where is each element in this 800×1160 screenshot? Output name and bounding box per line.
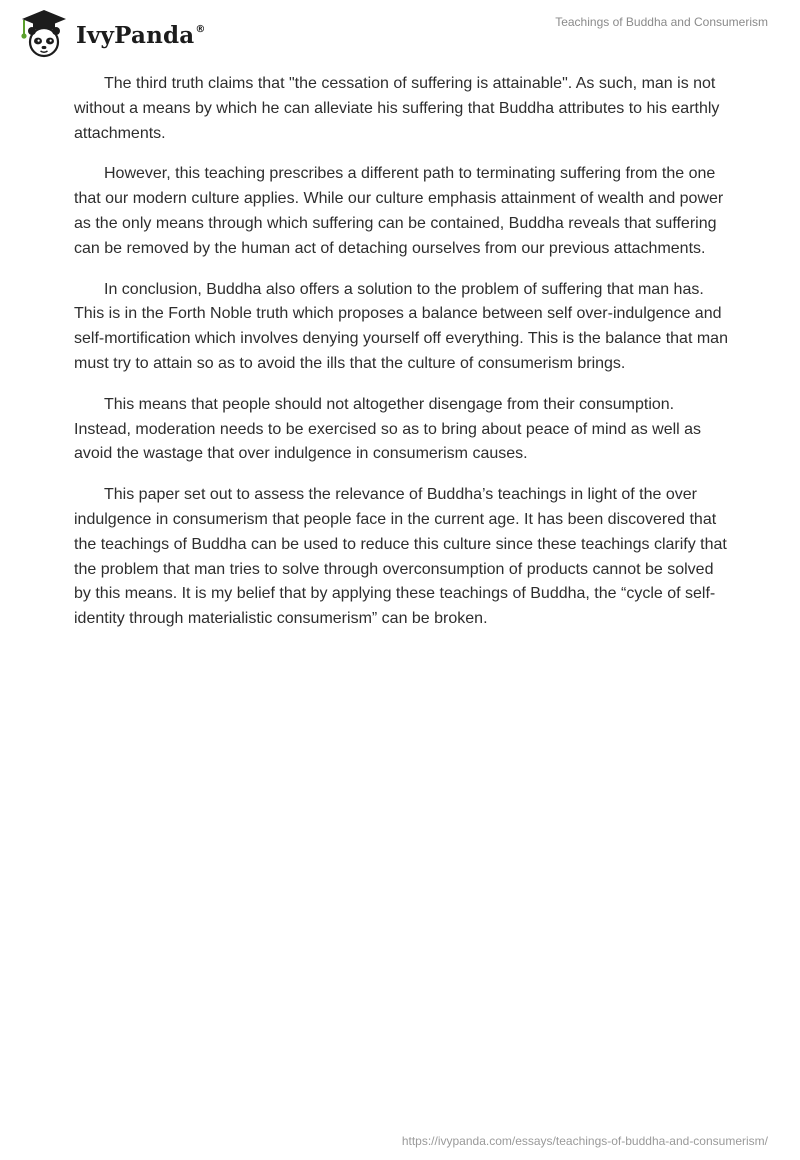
paragraph-third-truth: The third truth claims that "the cessation of suffering is attainable". As such, man is not without a means by which he can alleviate his suffering that Buddha attributes to his earthly attachments. bbox=[74, 75, 720, 142]
panda-graduation-cap-logo-icon bbox=[16, 8, 72, 58]
paragraph-moderation: This means that people should not altogether disengage from their consumption. Instead, moderation needs to be exercised so as to bring about peace of mind as well as avoid the wastage that over indulgence in consumerism causes. bbox=[74, 395, 702, 463]
page-header bbox=[0, 0, 800, 64]
paragraph-conclusion: In conclusion, Buddha also offers a solution to the problem of suffering that man has. This is in the Forth Noble truth which proposes a balance between self over-indulgence and self-mortification which involves denying yourself off everything. This is the balance that man must try to attain so as to avoid the ills that the culture of consumerism brings. bbox=[74, 280, 728, 372]
document-title: Teachings of Buddha and Consumerism bbox=[555, 15, 768, 29]
logo-wordmark: IvyPanda® bbox=[76, 21, 206, 49]
paragraph-summary: This paper set out to assess the relevance of Buddha’s teachings in light of the over indulgence in consumerism that people face in the current age. It has been discovered that the teachings of Buddha can be used to reduce this culture since these teachings clarify that the problem that man tries to solve through overconsumption of products cannot be solved by this means. It is my belief that by applying these teachings of Buddha, the “cycle of self-identity through materialistic consumerism” can be broken. bbox=[74, 486, 727, 628]
paragraph-different-path: However, this teaching prescribes a different path to terminating suffering from the one that our modern culture applies. While our culture emphasis attainment of wealth and power as the only means through which suffering can be contained, Buddha reveals that suffering can be removed by the human act of detaching ourselves from our previous attachments. bbox=[74, 165, 724, 257]
essay-body bbox=[74, 72, 730, 648]
source-url[interactable]: https://ivypanda.com/essays/teachings-of-buddha-and-consumerism/ bbox=[401, 1134, 768, 1148]
ivypanda-logo[interactable] bbox=[16, 8, 206, 58]
